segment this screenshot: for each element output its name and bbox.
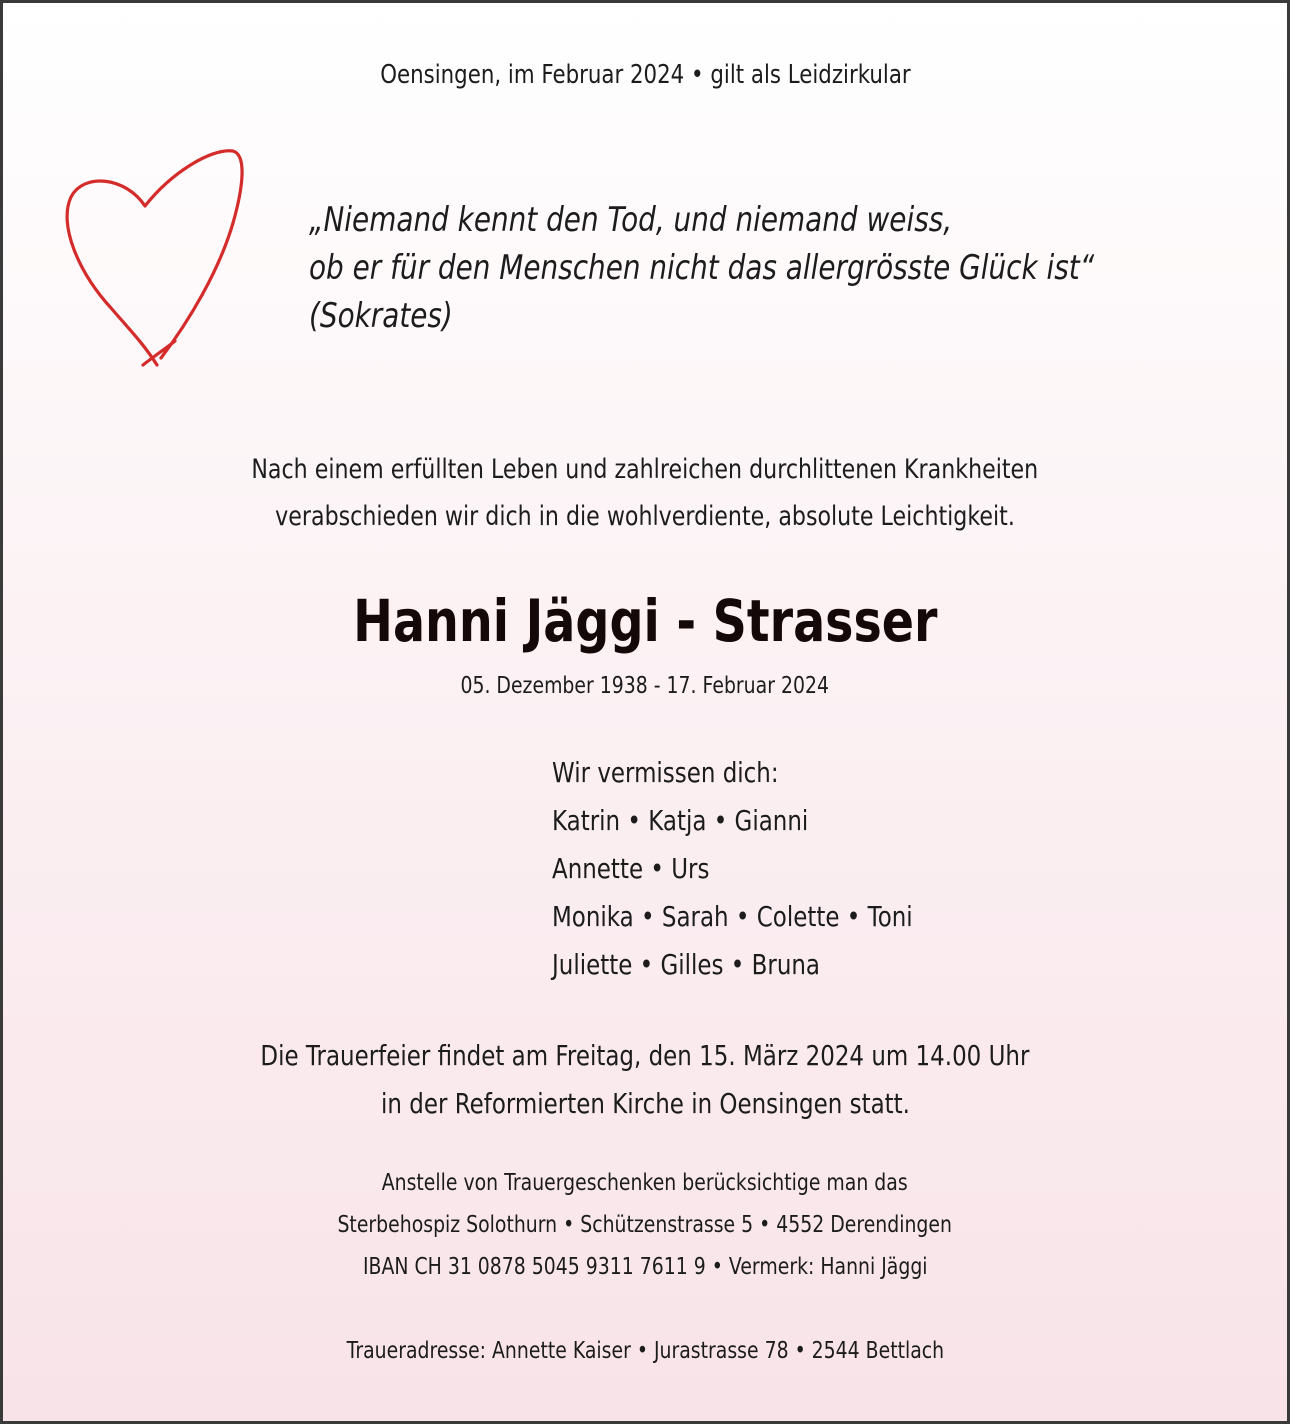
mourners-line: Juliette • Gilles • Bruna [552, 948, 820, 981]
donation-line-1: Anstelle von Trauergeschenken berücksichtige man das [382, 1170, 908, 1196]
mourners-line: Monika • Sarah • Colette • Toni [552, 900, 913, 933]
quote-line-2: ob er für den Menschen nicht das allergrösste Glück ist“ [309, 248, 1095, 288]
mourners-heading: Wir vermissen dich: [552, 756, 779, 789]
life-dates: 05. Dezember 1938 - 17. Februar 2024 [460, 673, 830, 699]
quote-block [309, 196, 1267, 340]
heart-icon [61, 143, 251, 379]
mourners-line: Annette • Urs [552, 852, 710, 885]
service-line-2: in der Reformierten Kirche in Oensingen statt. [380, 1087, 910, 1120]
quote-line-1: „Niemand kennt den Tod, und niemand weiss, [309, 200, 953, 240]
intro-line-1: Nach einem erfüllten Leben und zahlreichen durchlittenen Krankheiten [251, 454, 1039, 485]
quote-author: (Sokrates) [309, 296, 453, 336]
donation-line-3: IBAN CH 31 0878 5045 9311 7611 9 • Vermerk: Hanni Jäggi [362, 1254, 928, 1280]
deceased-name: Hanni Jäggi - Strasser [352, 587, 938, 655]
heart-stroke [67, 151, 242, 365]
intro-line-2: verabschieden wir dich in die wohlverdiente, absolute Leichtigkeit. [275, 501, 1015, 532]
mourning-address: Traueradresse: Annette Kaiser • Jurastrasse 78 • 2544 Bettlach [346, 1338, 944, 1364]
mourners-line: Katrin • Katja • Gianni [552, 804, 809, 837]
donation-line-2: Sterbehospiz Solothurn • Schützenstrasse 5 • 4552 Derendingen [337, 1212, 953, 1238]
service-line-1: Die Trauerfeier findet am Freitag, den 15. März 2024 um 14.00 Uhr [260, 1039, 1030, 1072]
header-location-date: Oensingen, im Februar 2024 • gilt als Leidzirkular [379, 60, 911, 90]
mourners-list [552, 749, 992, 989]
